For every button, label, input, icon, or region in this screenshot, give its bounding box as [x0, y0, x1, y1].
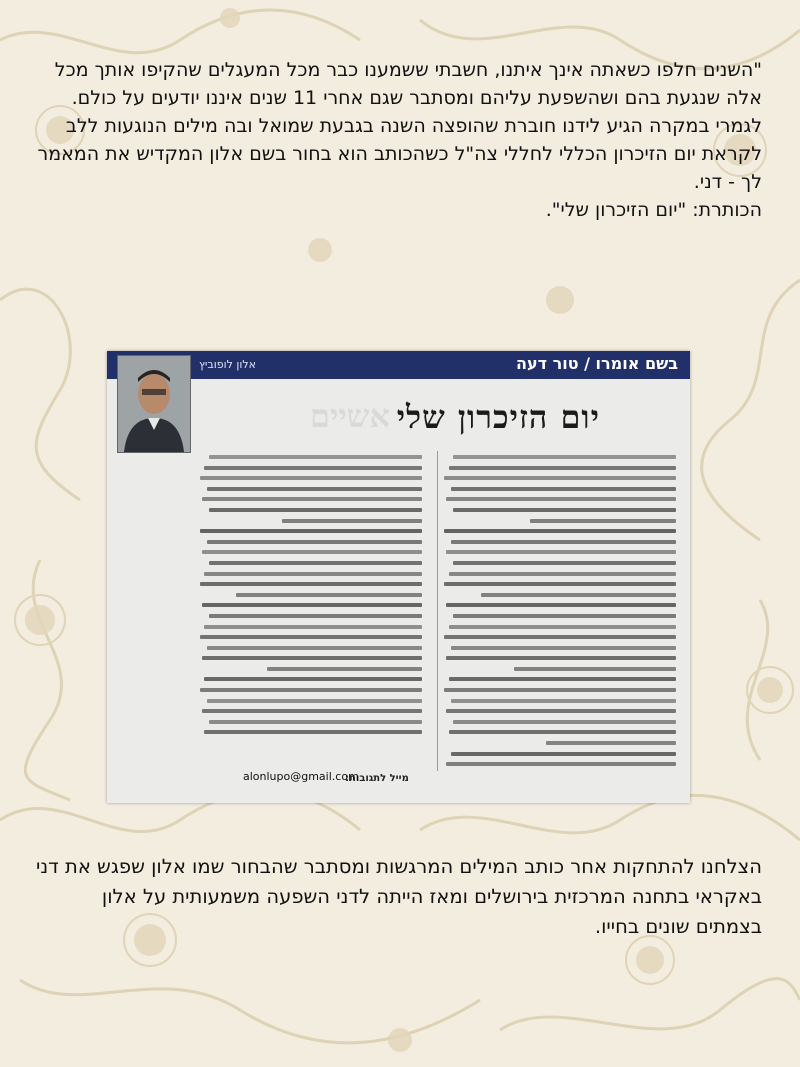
newsprint-line	[546, 741, 676, 745]
newsprint-line	[200, 529, 422, 533]
intro-paragraph-3: הכותרת: "יום הזיכרון שלי".	[545, 199, 762, 221]
newsprint-line	[444, 688, 676, 692]
newsprint-line	[202, 709, 422, 713]
newsprint-line	[453, 720, 676, 724]
article-column-left	[200, 455, 422, 741]
newsprint-line	[204, 572, 422, 576]
closing-paragraph: הצלחנו להתחקות אחר כותב המילים המרגשות ומסתבר שהבחור שמו אלון שפגש את דני באקראי בתחנה המרכזית בירושלים ומאז הייתה לדני השפעה משמעותית על אלון בצמתים שונים בחייו.	[36, 855, 762, 938]
newsprint-line	[444, 529, 676, 533]
newsprint-line	[202, 603, 422, 607]
newsprint-line	[446, 709, 676, 713]
newsprint-line	[209, 561, 422, 565]
newsprint-line	[446, 550, 676, 554]
newsprint-line	[451, 752, 676, 756]
newsprint-line	[453, 508, 676, 512]
email-label: מייל לתגובות:	[345, 773, 409, 784]
newsprint-line	[207, 487, 422, 491]
intro-text	[32, 56, 762, 224]
newsprint-line	[444, 582, 676, 586]
newsprint-line	[446, 656, 676, 660]
newsprint-line	[444, 635, 676, 639]
newsprint-line	[449, 730, 676, 734]
author-email: alonlupo@gmail.com	[243, 770, 359, 783]
newsprint-line	[200, 688, 422, 692]
article-column-right	[444, 455, 676, 773]
newsprint-line	[453, 614, 676, 618]
newsprint-line	[453, 455, 676, 459]
clipping-rubric: בשם אומרו / טור דעה	[515, 354, 678, 373]
newsprint-line	[444, 476, 676, 480]
newsprint-line	[451, 646, 676, 650]
newsprint-line	[449, 625, 676, 629]
newsprint-line	[453, 561, 676, 565]
newsprint-line	[446, 762, 676, 766]
newsprint-line	[282, 519, 422, 523]
newsprint-line	[202, 497, 422, 501]
newsprint-line	[451, 699, 676, 703]
intro-paragraph-2: לגמרי במקרה הגיע לידנו חוברת שהופצה השנה בגבעת שמואל ובה מילים הנוגעות ללב לקראת יום הזיכרון הכללי לחללי צה"ל כשהכותב הוא בחור בשם אלון המקדיש את המאמר לך - דני.	[37, 115, 762, 193]
newsprint-line	[207, 646, 422, 650]
newsprint-line	[202, 656, 422, 660]
newsprint-line	[267, 667, 422, 671]
newsprint-line	[236, 593, 422, 597]
newsprint-line	[200, 476, 422, 480]
newsprint-line	[204, 677, 422, 681]
newsprint-line	[209, 614, 422, 618]
newsprint-line	[204, 466, 422, 470]
newsprint-line	[451, 540, 676, 544]
newsprint-line	[446, 603, 676, 607]
newsprint-line	[207, 540, 422, 544]
newsprint-line	[200, 582, 422, 586]
clipping-header	[107, 351, 690, 379]
newspaper-clipping	[107, 351, 690, 803]
newsprint-line	[200, 635, 422, 639]
intro-paragraph-1: "השנים חלפו כשאתה אינך איתנו, חשבתי ששמענו כבר מכל המעגלים שהקיפו אותך מכל אלה שנגעת בהם ושהשפעת עליהם ומסתבר שגם אחרי 11 שנים איננו יודעים על כולם.	[54, 59, 762, 109]
newsprint-line	[202, 550, 422, 554]
newsprint-line	[204, 730, 422, 734]
newsprint-line	[204, 625, 422, 629]
newsprint-line	[449, 677, 676, 681]
closing-text	[32, 852, 762, 942]
author-photo	[117, 355, 191, 453]
newsprint-line	[449, 466, 676, 470]
newsprint-line	[209, 455, 422, 459]
newsprint-line	[207, 699, 422, 703]
column-divider	[437, 451, 438, 771]
newsprint-line	[209, 720, 422, 724]
newsprint-line	[446, 497, 676, 501]
clipping-title-shadow: אשיים	[310, 397, 390, 435]
newsprint-line	[209, 508, 422, 512]
newsprint-line	[514, 667, 676, 671]
clipping-headline: יום הזיכרון שלי	[396, 398, 600, 436]
newsprint-line	[451, 487, 676, 491]
clipping-author-name: אלון לופוביץ	[199, 358, 256, 371]
newsprint-line	[530, 519, 676, 523]
newsprint-line	[449, 572, 676, 576]
newsprint-line	[481, 593, 676, 597]
